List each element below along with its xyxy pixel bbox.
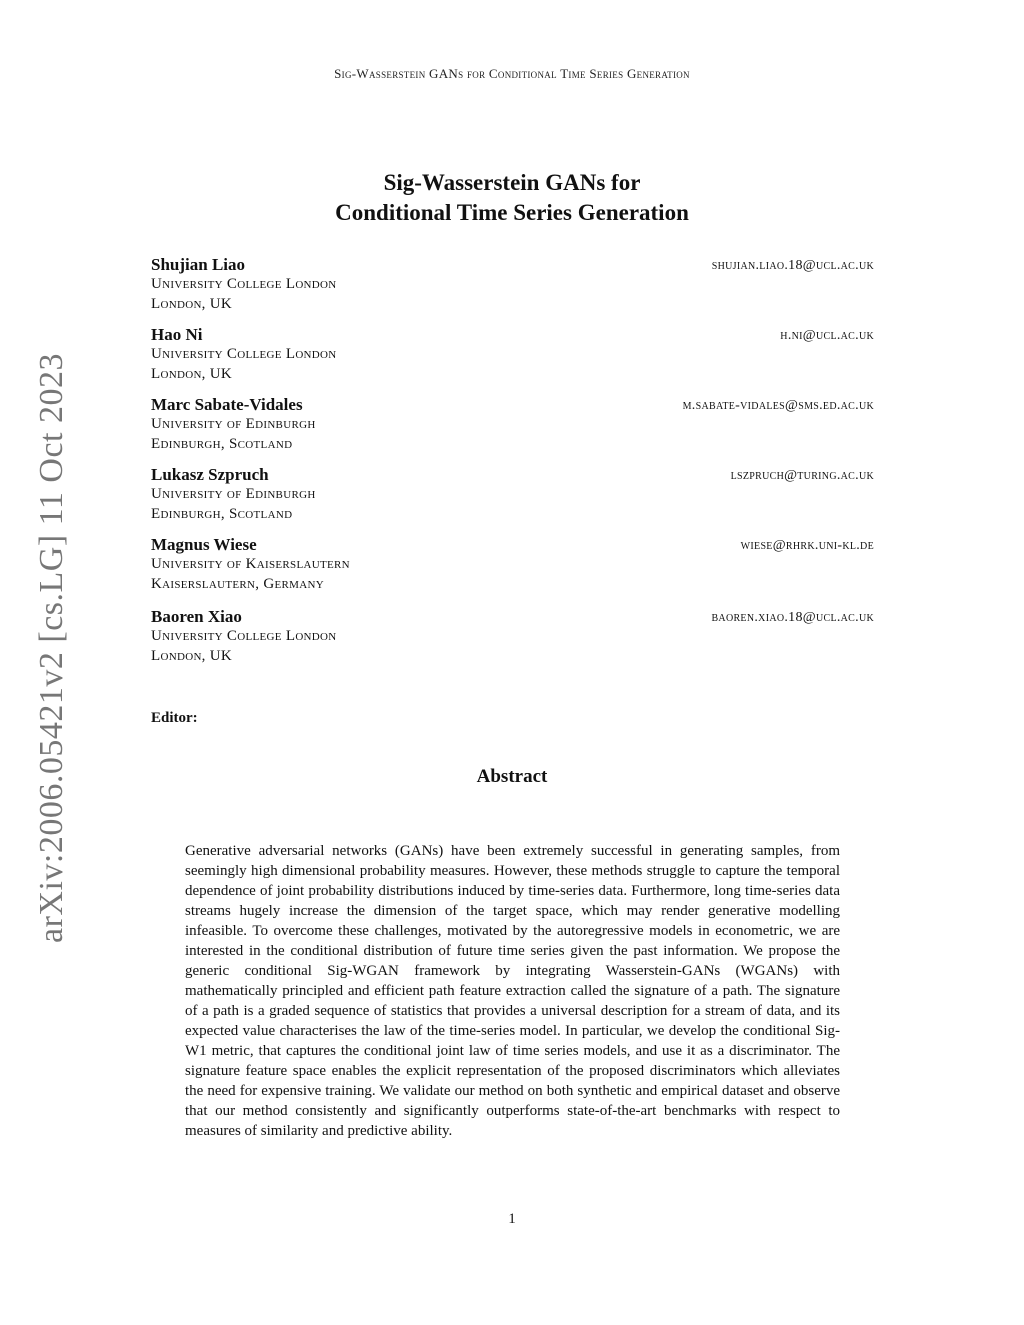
author-block (151, 536, 874, 606)
author-location: London, UK (151, 296, 233, 312)
author-name: Lukasz Szpruch (151, 465, 269, 484)
page-number: 1 (508, 1211, 516, 1227)
author-name: Hao Ni (151, 325, 203, 344)
author-affiliation: University College London (151, 346, 337, 362)
author-affiliation: University College London (151, 628, 337, 644)
author-name: Shujian Liao (151, 255, 246, 274)
author-block (151, 466, 874, 536)
author-email: lszpruch@turing.ac.uk (730, 468, 874, 483)
running-head: Sig-Wasserstein GANs for Conditional Time Series Generation (334, 66, 690, 81)
author-name: Marc Sabate-Vidales (151, 395, 303, 414)
author-affiliation: University of Edinburgh (151, 486, 316, 502)
author-location: Kaiserslautern, Germany (151, 576, 324, 592)
author-location: London, UK (151, 648, 233, 664)
author-block (151, 396, 874, 466)
author-email: h.ni@ucl.ac.uk (780, 328, 874, 343)
author-location: Edinburgh, Scotland (151, 506, 293, 522)
author-location: London, UK (151, 366, 233, 382)
title-line-1: Sig-Wasserstein GANs for (383, 170, 641, 195)
author-location: Edinburgh, Scotland (151, 436, 293, 452)
editor-label: Editor: (151, 710, 198, 726)
abstract-body: Generative adversarial networks (GANs) have been extremely successful in generating samples, from seemingly high dimensional probability measures. However, these methods struggle to capture the temporal dependence of joint probability distributions induced by time-series data. Furthermore, long time-series data streams hugely increase the dimension of the target space, which may render generative modelling infeasible. To overcome these challenges, motivated by the autoregressive models in econometric, we are interested in the conditional distribution of future time series given the past information. We propose the generic conditional Sig-WGAN framework by integrating Wasserstein-GANs (WGANs) with mathematically principled and efficient path feature extraction called the signature of a path. The signature of a path is a graded sequence of statistics that provides a universal description for a stream of data, and its expected value characterises the law of the time-series model. In particular, we develop the conditional Sig-W1 metric, that captures the conditional joint law of time series models, and use it as a discriminator. The signature feature space enables the explicit representation of the proposed discriminators which alleviates the need for expensive training. We validate our method on both synthetic and empirical dataset and observe that our method consistently and significantly outperforms state-of-the-art benchmarks with respect to measures of similarity and predictive ability. (185, 843, 840, 1139)
author-affiliation: University of Edinburgh (151, 416, 316, 432)
arxiv-identifier-stamp: arXiv:2006.05421v2 [cs.LG] 11 Oct 2023 (33, 353, 70, 943)
author-list (151, 256, 874, 678)
title-line-2: Conditional Time Series Generation (335, 200, 689, 225)
author-block (151, 326, 874, 396)
author-name: Baoren Xiao (151, 607, 242, 626)
author-email: baoren.xiao.18@ucl.ac.uk (711, 610, 874, 625)
author-email: shujian.liao.18@ucl.ac.uk (711, 258, 874, 273)
author-affiliation: University of Kaiserslautern (151, 556, 350, 572)
author-name: Magnus Wiese (151, 535, 257, 554)
paper-title (0, 168, 1024, 228)
author-email: wiese@rhrk.uni-kl.de (740, 538, 874, 553)
author-email: m.sabate-vidales@sms.ed.ac.uk (682, 398, 874, 413)
author-block (151, 256, 874, 326)
author-block (151, 608, 874, 678)
abstract-heading: Abstract (476, 766, 548, 787)
author-affiliation: University College London (151, 276, 337, 292)
